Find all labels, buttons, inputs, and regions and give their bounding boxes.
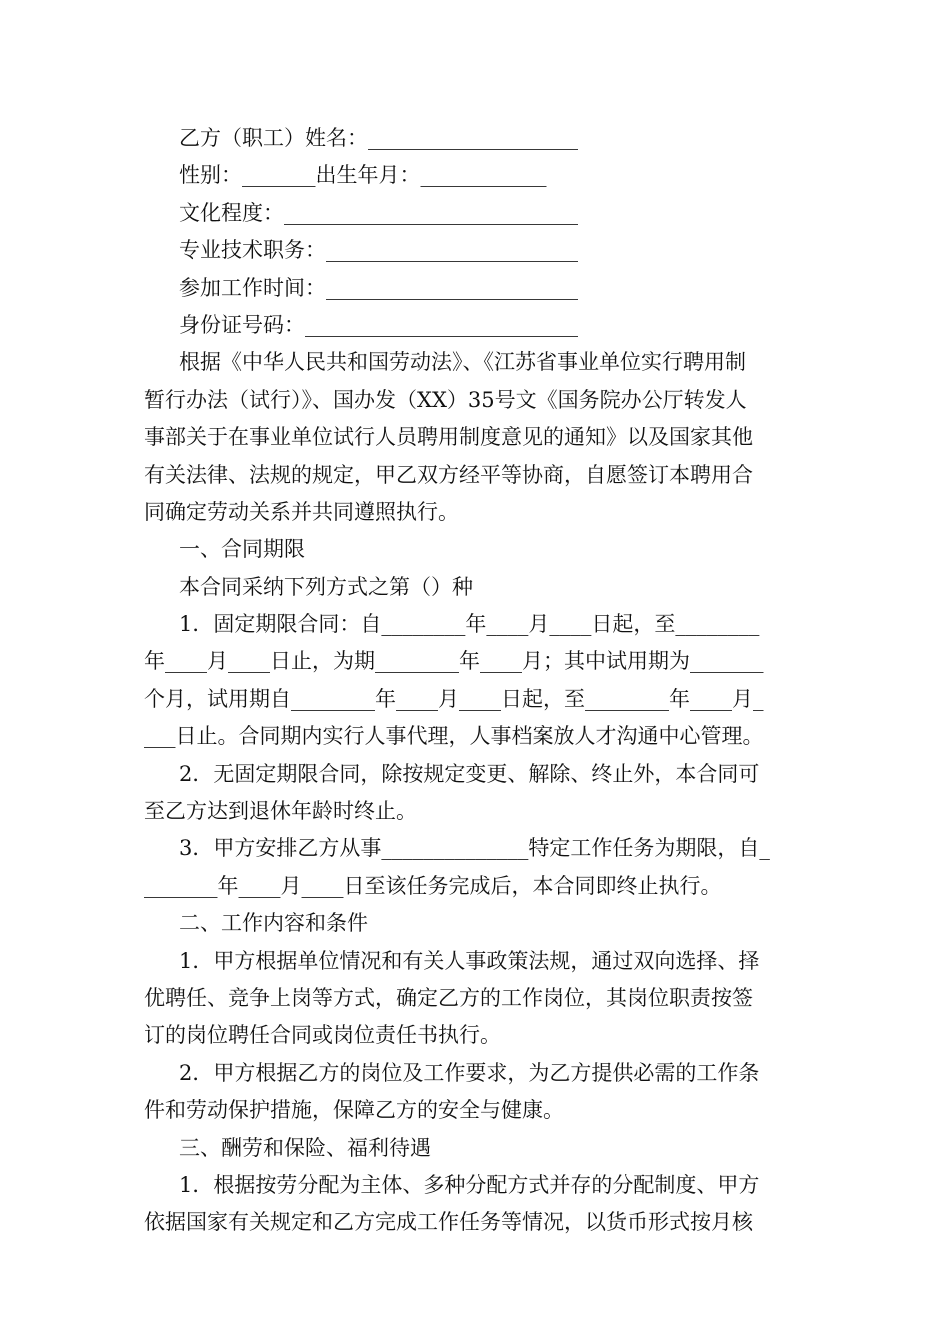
field-gender-birth: 性别：_______出生年月：____________ [179, 163, 547, 188]
field-work-start: 参加工作时间：________________________ [179, 275, 578, 300]
section-heading: 一、合同期限 [179, 537, 305, 562]
paragraph-line: _______年____月____日至该任务完成后，本合同即终止执行。 [144, 873, 722, 898]
paragraph-line: 至乙方达到退休年龄时终止。 [144, 799, 417, 824]
field-id-number: 身份证号码：__________________________ [179, 312, 578, 337]
field-name: 乙方（职工）姓名：____________________ [179, 126, 578, 150]
paragraph-line: 依据国家有关规定和乙方完成工作任务等情况，以货币形式按月核 [144, 1210, 753, 1235]
paragraph-line: 件和劳动保护措施，保障乙方的安全与健康。 [144, 1098, 564, 1123]
paragraph-line: 1．根据按劳分配为主体、多种分配方式并存的分配制度、甲方 [179, 1172, 760, 1197]
paragraph-line: 订的岗位聘任合同或岗位责任书执行。 [144, 1023, 501, 1048]
paragraph-line: 个月，试用期自________年____月____日起，至________年____月_ [144, 686, 764, 711]
field-professional-title: 专业技术职务：________________________ [179, 238, 578, 263]
section-heading: 三、酬劳和保险、福利待遇 [179, 1135, 431, 1160]
document-body [144, 120, 804, 1242]
paragraph-line: 2．无固定期限合同，除按规定变更、解除、终止外，本合同可 [179, 761, 760, 786]
paragraph-line: 1．甲方根据单位情况和有关人事政策法规，通过双向选择、择 [179, 948, 760, 973]
paragraph-line: ___日止。合同期内实行人事代理，人事档案放人才沟通中心管理。 [144, 724, 764, 749]
paragraph-line: 年____月____日止，为期________年____月；其中试用期为_______ [144, 649, 764, 674]
section-heading: 二、工作内容和条件 [179, 911, 368, 936]
paragraph-line: 3．甲方安排乙方从事______________特定工作任务为期限，自_ [179, 836, 770, 861]
paragraph-line: 2．甲方根据乙方的岗位及工作要求，为乙方提供必需的工作条 [179, 1060, 760, 1085]
paragraph-line: 事部关于在事业单位试行人员聘用制度意见的通知》以及国家其他 [144, 425, 753, 450]
paragraph-line: 同确定劳动关系并共同遵照执行。 [144, 499, 459, 524]
field-education: 文化程度：____________________________ [179, 200, 578, 225]
paragraph-line: 有关法律、法规的规定，甲乙双方经平等协商，自愿签订本聘用合 [144, 462, 753, 487]
paragraph-line: 1．固定期限合同：自________年____月____日起，至________ [179, 612, 760, 637]
paragraph-line: 优聘任、竞争上岗等方式，确定乙方的工作岗位，其岗位职责按签 [144, 985, 753, 1010]
paragraph-line: 本合同采纳下列方式之第（）种 [179, 574, 473, 599]
paragraph-line: 暂行办法（试行）》、国办发（XX）35号文《国务院办公厅转发人 [144, 387, 747, 412]
paragraph-line: 根据《中华人民共和国劳动法》、《江苏省事业单位实行聘用制 [179, 350, 746, 375]
